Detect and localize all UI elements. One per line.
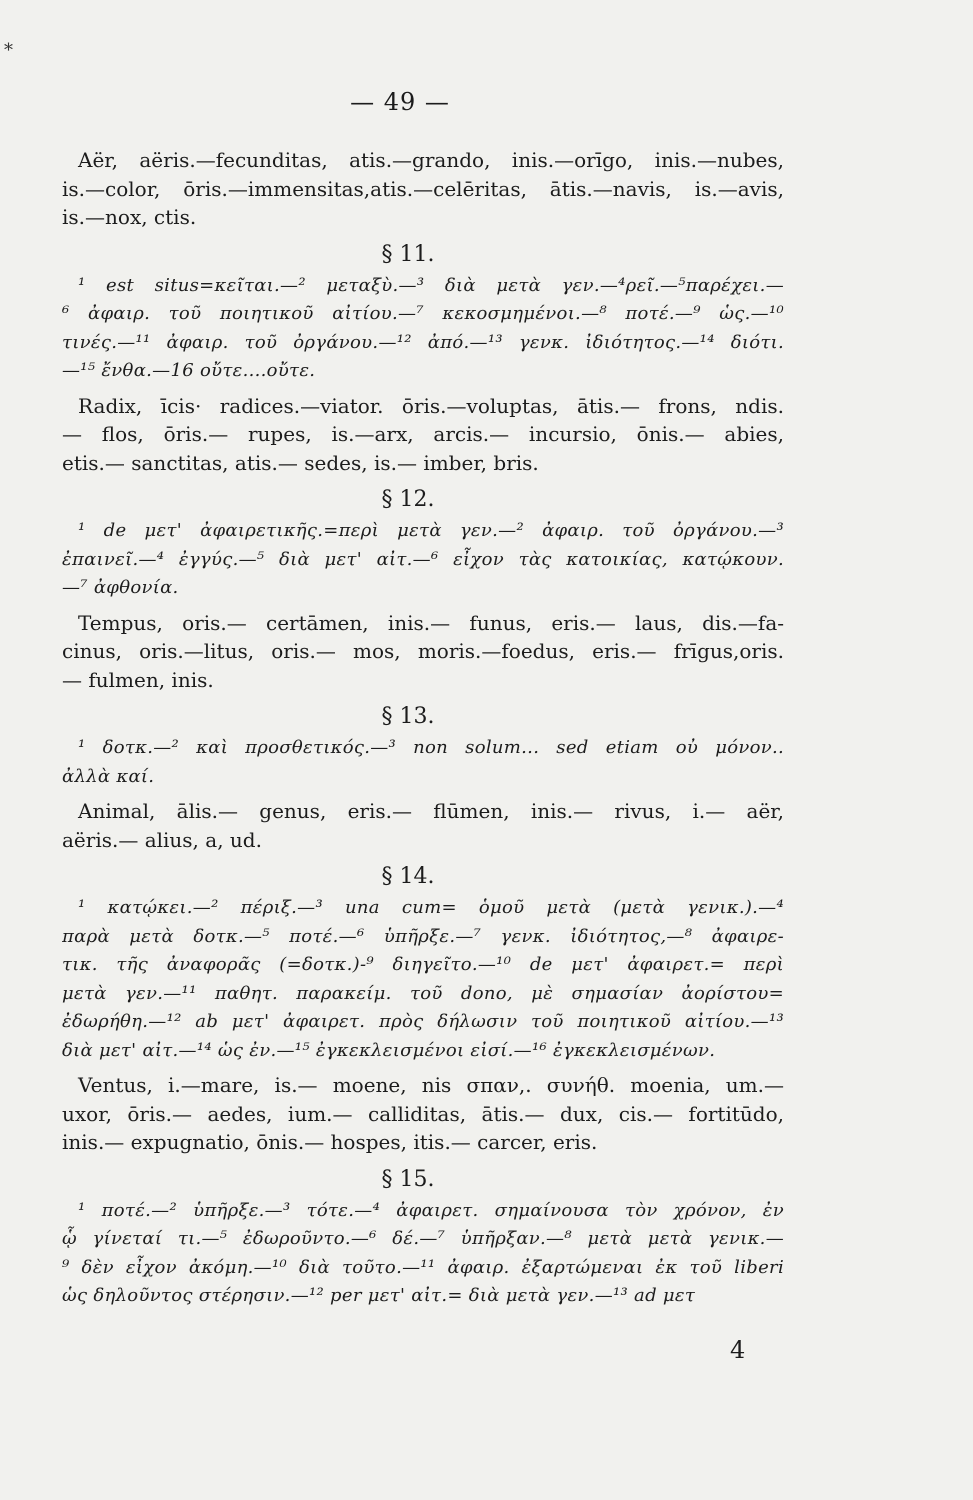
section-heading: § 12. bbox=[381, 487, 435, 512]
printer-signature: 4 bbox=[730, 1336, 746, 1364]
notes-paragraph bbox=[62, 1197, 784, 1311]
text-line: cinus, oris.—litus, oris.— mos, moris.—foedus, eris.— frīgus,oris. bbox=[62, 639, 784, 663]
spacer bbox=[62, 1311, 784, 1317]
vocabulary-paragraph bbox=[62, 1071, 784, 1157]
text-line: is.—color, ōris.—immensitas,atis.—celēritas, ātis.—navis, is.—avis, bbox=[62, 176, 784, 201]
text-line: ¹ de μετ' ἀφαιρετικῆς.=περὶ μετὰ γεν.—² ἀφαιρ. τοῦ ὀργάνου.—³ bbox=[78, 520, 784, 541]
text-line: ἐδωρήθη.—¹² ab μετ' ἀφαιρετ. πρὸς δήλωσιν τοῦ ποιητικοῦ αἰτίου.—¹³ bbox=[62, 1011, 784, 1032]
text-line: aëris.— alius, a, ud. bbox=[62, 827, 262, 852]
notes-paragraph bbox=[62, 894, 784, 1065]
text-line: ⁹ δὲν εἶχον ἀκόμη.—¹⁰ διὰ τοῦτο.—¹¹ ἀφαιρ. ἐξαρτώμεναι ἐκ τοῦ liberi bbox=[62, 1256, 784, 1278]
notes-paragraph bbox=[62, 734, 784, 791]
text-line: ¹ ποτέ.—² ὑπῆρξε.—³ τότε.—⁴ ἀφαιρετ. σημαίνουσα τὸν χρόνον, ἐν bbox=[78, 1199, 784, 1221]
text-line: ἐπαινεῖ.—⁴ ἐγγύς.—⁵ διὰ μετ' αἰτ.—⁶ εἶχον τὰς κατοικίας, κατῴκουν. bbox=[62, 548, 784, 570]
page-number: — 49 — bbox=[350, 88, 450, 116]
text-line: etis.— sanctitas, atis.— sedes, is.— imber, bris. bbox=[62, 450, 539, 475]
section-heading: § 13. bbox=[381, 704, 435, 729]
text-line: Tempus, oris.— certāmen, inis.— funus, eris.— laus, dis.—fa- bbox=[78, 610, 784, 635]
text-line: uxor, ōris.— aedes, ium.— calliditas, ātis.— dux, cis.— fortitūdo, bbox=[62, 1101, 784, 1126]
vocabulary-paragraph bbox=[62, 392, 784, 478]
section-heading: § 15. bbox=[381, 1166, 435, 1192]
text-line: τικ. τῆς ἀναφορᾶς (=δοτκ.)-⁹ διηγεῖτο.—¹⁰ de μετ' ἀφαιρετ.= περὶ bbox=[62, 954, 784, 975]
text-line: ᾧ γίνεταί τι.—⁵ ἐδωροῦντο.—⁶ δέ.—⁷ ὑπῆρξαν.—⁸ μετὰ μετὰ γενικ.— bbox=[62, 1228, 784, 1249]
text-line: μετὰ γεν.—¹¹ παθητ. παρακείμ. τοῦ dono, μὲ σημασίαν ἀορίστου= bbox=[62, 982, 784, 1004]
notes-paragraph bbox=[62, 517, 784, 603]
text-line: διὰ μετ' αἰτ.—¹⁴ ὡς ἐν.—¹⁵ ἐγκεκλεισμένοι εἰσί.—¹⁶ ἐγκεκλεισμένων. bbox=[62, 1039, 716, 1061]
text-line: τινές.—¹¹ ἀφαιρ. τοῦ ὀργάνου.—¹² ἀπό.—¹³ γενκ. ἰδιότητος.—¹⁴ διότι. bbox=[62, 331, 784, 353]
text-line: παρὰ μετὰ δοτκ.—⁵ ποτέ.—⁶ ὑπῆρξε.—⁷ γενκ. ἰδιότητος,—⁸ ἀφαιρε- bbox=[62, 925, 784, 947]
page-content bbox=[62, 146, 784, 1317]
text-line: Ventus, i.—mare, is.— moene, nis σπαν,. συνήθ. moenia, um.— bbox=[78, 1073, 784, 1097]
text-line: — flos, ōris.— rupes, is.—arx, arcis.— incursio, ōnis.— abies, bbox=[62, 422, 784, 446]
text-line: is.—nox, ctis. bbox=[62, 205, 197, 229]
vocabulary-paragraph bbox=[62, 797, 784, 854]
text-line: Animal, ālis.— genus, eris.— flūmen, inis.— rivus, i.— aër, bbox=[78, 799, 784, 823]
text-line: ⁶ ἀφαιρ. τοῦ ποιητικοῦ αἰτίου.—⁷ κεκοσμημένοι.—⁸ ποτέ.—⁹ ὡς.—¹⁰ bbox=[62, 303, 784, 324]
text-line: ἀλλὰ καί. bbox=[62, 765, 155, 787]
text-line: —¹⁵ ἔνθα.—16 οὔτε....οὔτε. bbox=[62, 360, 316, 381]
text-line: inis.— expugnatio, ōnis.— hospes, itis.— carcer, eris. bbox=[62, 1130, 598, 1154]
vocabulary-paragraph bbox=[62, 609, 784, 695]
text-line: — fulmen, inis. bbox=[62, 667, 214, 692]
notes-paragraph bbox=[62, 272, 784, 386]
text-line: ὡς δηλοῦντος στέρησιν.—¹² per μετ' αἰτ.= διὰ μετὰ γεν.—¹³ ad μετ bbox=[62, 1285, 696, 1306]
text-line: ¹ est situs=κεῖται.—² μεταξὺ.—³ διὰ μετὰ γεν.—⁴ρεῖ.—⁵παρέχει.— bbox=[78, 274, 784, 296]
text-line: —⁷ ἀφθονία. bbox=[62, 577, 179, 598]
text-line: Radix, īcis· radices.—viator. ōris.—voluptas, ātis.— frons, ndis. bbox=[78, 393, 784, 418]
corner-mark: * bbox=[4, 40, 13, 61]
text-line: ¹ δοτκ.—² καὶ προσθετικός.—³ non solum... sed etiam οὐ μόνον.. bbox=[78, 737, 784, 758]
text-line: ¹ κατῴκει.—² πέριξ.—³ una cum= ὁμοῦ μετὰ (μετὰ γενικ.).—⁴ bbox=[78, 897, 784, 918]
vocabulary-paragraph bbox=[62, 146, 784, 232]
section-heading: § 11. bbox=[381, 241, 435, 267]
text-line: Aër, aëris.—fecunditas, atis.—grando, inis.—orīgo, inis.—nubes, bbox=[78, 148, 784, 172]
section-heading: § 14. bbox=[381, 864, 435, 889]
